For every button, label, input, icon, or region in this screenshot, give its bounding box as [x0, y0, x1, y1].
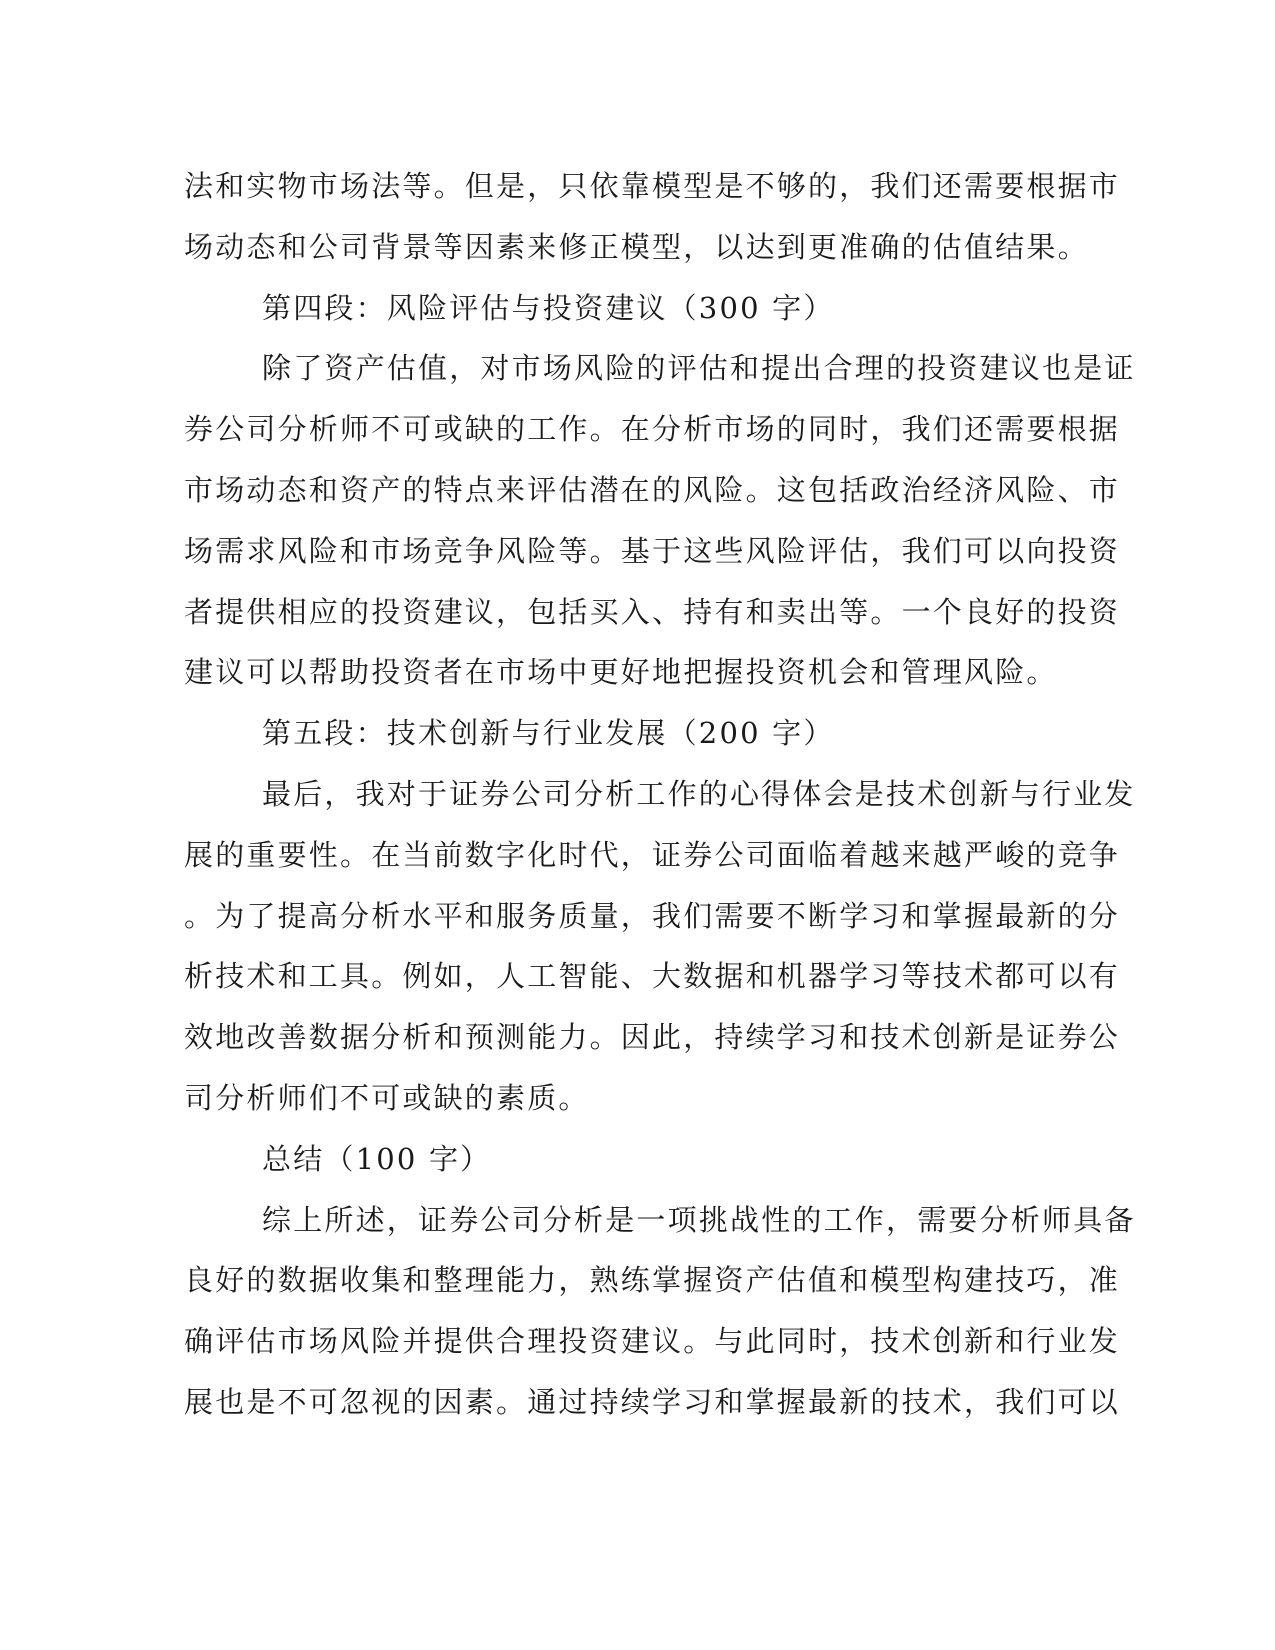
paragraph-line: 场需求风险和市场竞争风险等。基于这些风险评估，我们可以向投资	[184, 533, 1121, 568]
paragraph-first-line: 综上所述，证券公司分析是一项挑战性的工作，需要分析师具备	[262, 1202, 1136, 1237]
paragraph-first-line: 除了资产估值，对市场风险的评估和提出合理的投资建议也是证	[262, 351, 1136, 386]
paragraph-first-line: 最后，我对于证券公司分析工作的心得体会是技术创新与行业发	[262, 776, 1136, 811]
document-body	[184, 156, 1136, 1433]
paragraph-line: 。为了提高分析水平和服务质量，我们需要不断学习和掌握最新的分	[184, 898, 1121, 933]
paragraph-line: 司分析师们不可或缺的素质。	[184, 1080, 590, 1115]
paragraph-line: 券公司分析师不可或缺的工作。在分析市场的同时，我们还需要根据	[184, 412, 1121, 447]
paragraph-line: 效地改善数据分析和预测能力。因此，持续学习和技术创新是证券公	[184, 1020, 1121, 1055]
section-heading-summary: 总结（100 字）	[262, 1141, 492, 1176]
paragraph-line: 确评估市场风险并提供合理投资建议。与此同时，技术创新和行业发	[184, 1324, 1121, 1359]
paragraph-line: 市场动态和资产的特点来评估潜在的风险。这包括政治经济风险、市	[184, 472, 1121, 507]
paragraph-continuation-line: 法和实物市场法等。但是，只依靠模型是不够的，我们还需要根据市	[184, 169, 1121, 203]
paragraph-line: 展也是不可忽视的因素。通过持续学习和掌握最新的技术，我们可以	[184, 1384, 1121, 1419]
paragraph-line: 建议可以帮助投资者在市场中更好地把握投资机会和管理风险。	[184, 655, 1058, 690]
paragraph-continuation-line: 场动态和公司背景等因素来修正模型，以达到更准确的估值结果。	[184, 229, 1089, 264]
section-heading-5: 第五段：技术创新与行业发展（200 字）	[262, 716, 835, 751]
section-heading-4: 第四段：风险评估与投资建议（300 字）	[262, 290, 835, 325]
paragraph-line: 析技术和工具。例如，人工智能、大数据和机器学习等技术都可以有	[184, 959, 1121, 994]
paragraph-line: 展的重要性。在当前数字化时代，证券公司面临着越来越严峻的竞争	[184, 837, 1121, 872]
paragraph-line: 者提供相应的投资建议，包括买入、持有和卖出等。一个良好的投资	[184, 594, 1121, 629]
paragraph-line: 良好的数据收集和整理能力，熟练掌握资产估值和模型构建技巧，准	[184, 1263, 1121, 1298]
